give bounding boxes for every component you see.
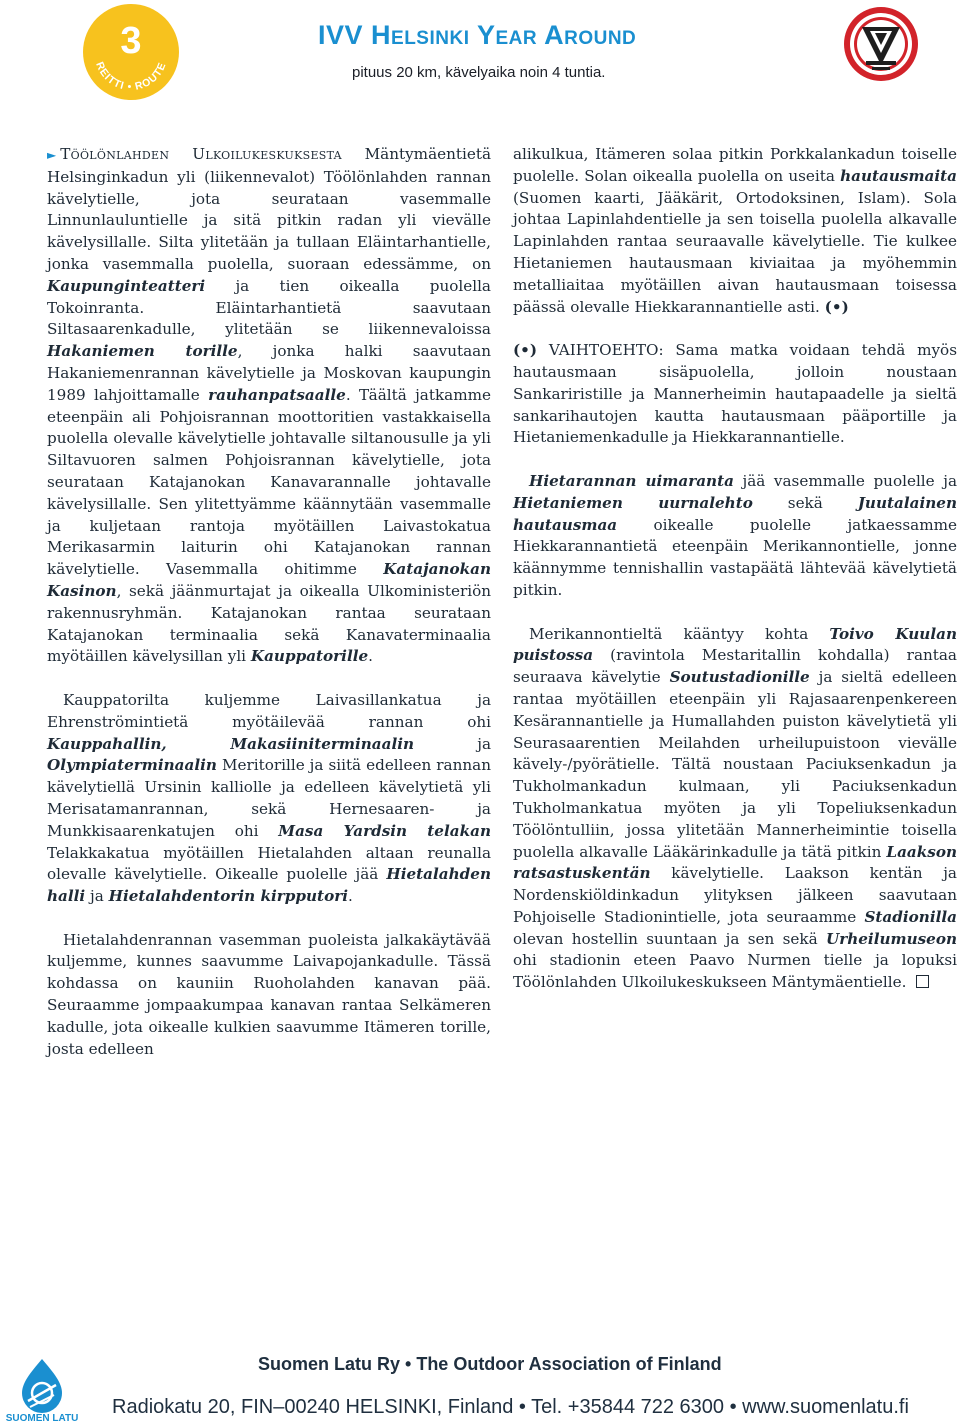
text-run: , sekä jäänmurtajat ja oikealla Ulkoministeriön rakennusryhmän. Katajanokan rantaa seurataan Katajanokan terminaalia sekä Kanavaterminaalia myötäillen kävelysillan yli <box>47 581 491 666</box>
logo-text: SUOMEN LATU <box>5 1413 79 1424</box>
text-run: Hietalahdenrannan vasemman puoleista jalkakäytävää kuljemme, kunnes saavumme Laivapojankadulle. Tässä kohdassa on kauniin Ruoholahden kanavan pää. Seuraamme jompaakumpaa kanavan rantaa Selkämeren kadulle, jota oikealle kulkien saavumme Itämeren torille, josta edelleen <box>47 930 491 1058</box>
text-run: oikealle puolelle jatkaessamme Hiekkarannantietä eteenpäin Merikannontielle, jonne käännymme tennishallin vastapäätä lähtevää kävelytietä pitkin. <box>513 515 957 599</box>
place-name: rauhanpatsaalle <box>208 385 346 404</box>
text-run: Kauppatorilta kuljemme Laivasillankatua ja Ehrenströmintietä myötäilevää rannan ohi <box>47 690 491 731</box>
place-name: Katajanokan Kasinon <box>47 560 491 600</box>
place-name: Hietarannan uimaranta <box>529 471 734 490</box>
route-badge-graphic <box>81 2 181 102</box>
text-run: ja sieltä edelleen rantaa myötäillen eteenpäin yli Rajasaarenpenkereen Kesärannantielle ja Humallahden puiston kävelytietä yli Seurasaarentien Meilahden urheilupuistoon vievälle kävely-/pyörätielle. Tältä noustaan Paciuksenkadun ja Tukholmankadun kulmaan, yli Paciuksenkadun Tukholmankatua myöten ja yli Topeliuksenkadun Töölöntulliin, jossa ylitetään Mannerheimintie toisella puolella alkavalle Lääkärinkadulle ja tätä pitkin <box>513 668 957 861</box>
place-name: hautausmaita <box>840 166 957 185</box>
place-name: Masa Yardsin telakan <box>278 821 491 840</box>
place-name: Hietalahden halli <box>47 865 491 906</box>
text-run: ja <box>414 734 491 753</box>
text-run: jää vasemmalle puolelle ja <box>733 471 957 490</box>
text-run: (ravintola Mestaritallin kohdalla) rantaa seuraava kävelytie <box>513 646 957 687</box>
place-name: Stadionilla <box>864 907 957 926</box>
text-run: alikulkua, Itämeren solaa pitkin Porkkalankadun toiselle puolelle. Solan oikealla puolella on useita <box>513 145 957 185</box>
route-number: 3 <box>120 20 142 62</box>
place-name: Kauppahallin, Makasiiniterminaalin <box>47 734 415 753</box>
text-run: sekä <box>752 493 858 512</box>
place-name: Olympiaterminaalin <box>47 756 217 775</box>
text-run: olevan hostellin suuntaan ja sen sekä <box>513 929 826 948</box>
right-column <box>513 144 957 994</box>
paragraph-hietalahti <box>47 930 491 1061</box>
paragraph-kauppatori <box>47 690 491 908</box>
end-square-icon <box>916 975 929 988</box>
place-name: Laakson ratsastuskentän <box>513 842 957 883</box>
place-name: Hakaniemen torille <box>47 342 238 361</box>
text-run: ohi stadionin eteen Paavo Nurmen tielle ja lopuksi Töölönlahden Ulkoilukeskukseen Mäntymäentielle. <box>513 951 957 992</box>
place-name: Soutustadionille <box>669 668 810 687</box>
paragraph-hautausmaat <box>513 144 957 318</box>
route-badge <box>81 2 181 102</box>
text-run: (Suomen kaarti, Jääkärit, Ortodoksinen, Islam). Sola johtaa Lapinlahdentielle ja sen toisella puolella alkavalle Lapinlahden rantaa seuraavalle kävelytielle. Tie kulkee Hietaniemen hautausmaan kiviaitaa ja myöhemmin metalliaitaa myötäillen aivan hautausmaan toisessa päässä olevalle Hiekkarannantielle asti. <box>513 188 957 316</box>
route-subtitle: pituus 20 km, kävelyaika noin 4 tuntia. <box>352 64 606 81</box>
paragraph-vaihtoehto <box>513 340 957 449</box>
text-run: . <box>368 647 373 666</box>
place-name: Kaupunginteatteri <box>47 276 206 295</box>
paragraph-merikannontie <box>513 624 957 995</box>
footer-association: Suomen Latu Ry • The Outdoor Association of Finland <box>258 1354 722 1374</box>
text-run: . <box>347 887 353 906</box>
text-run: . Täältä jatkamme eteenpäin ali Pohjoisrannan moottoritien vastakkaisella puolella olevalle kävelytielle johtavalle siltanousulle ja yli Siltavuoren salmen Pohjoisrannan kävelytielle, jota seurataan Katajanokan Kanavarannalle johtavalle kävelysillalle. Sen ylitettyämme käännytään vasemmalle ja kuljetaan rantoja myötäillen Laivastokatua Merikasarmin laiturin ohi Katajanokan rannan kävelytielle. Vasemmalla ohitimme <box>47 385 491 579</box>
ivv-logo <box>842 5 920 83</box>
place-name: Kauppatorille <box>250 647 369 666</box>
text-run: Meritorille ja siitä edelleen rannan kävelytiellä Ursinin kalliolle ja edelleen kävelytietä yli Merisatamanrannan, sekä Hernesaaren- ja Munkkisaarenkatujen ohi <box>47 756 491 840</box>
page-title: IVV Helsinki Year Around <box>318 20 637 50</box>
paragraph-hietaranta <box>513 471 957 602</box>
text-run: (•) <box>513 341 538 360</box>
left-column <box>47 144 491 1060</box>
text-run: Telakkakatua myötäillen Hietalahden altaan reunalla olevalle kävelytielle. Oikealle puolelle jää <box>47 843 491 884</box>
text-run: (•) <box>824 297 849 316</box>
text-run: ja <box>85 887 109 906</box>
place-name: Juutalainen hautausmaa <box>513 493 957 534</box>
text-run: Töölönlahden Ulkoilukeskuksesta <box>60 145 342 163</box>
paragraph-start <box>47 144 491 668</box>
place-name: Hietaniemen uurnalehto <box>513 493 753 512</box>
text-run: Merikannontieltä kääntyy kohta <box>529 624 830 643</box>
text-run: ja tien oikealla puolella Tokoinranta. Eläintarhantietä saavutaan Siltasaarenkadulle, ylitetään se liikennevaloissa <box>47 276 491 339</box>
place-name: Urheilumuseon <box>825 929 957 948</box>
text-run: VAIHTOEHTO: Sama matka voidaan tehdä myös hautausmaan sisäpuolella, jolloin noustaan Sankariristille ja Mannerheimin hautapaadelle ja sieltä sankarihautojen kautta hautausmaan pääportille ja Hietaniemenkadulle ja Hiekkarannantielle. <box>513 341 957 447</box>
place-name: Toivo Kuulan puistossa <box>513 624 957 665</box>
footer-address: Radiokatu 20, FIN–00240 HELSINKI, Finland • Tel. +35844 722 6300 • www.suomenlatu.fi <box>112 1396 909 1418</box>
text-run: kävelytielle. Laakson kentän ja Nordenskiöldinkadun ylityksen jälkeen saavutaan Pohjoiselle Stadionintielle, jota seuraamme <box>513 864 957 926</box>
arrow-right-icon: ► <box>47 148 57 162</box>
suomen-latu-logo <box>2 1355 82 1425</box>
text-run: , jonka halki saavutaan Hakaniemenrannan kävelytielle ja Moskovan kaupungin 1989 lahjoittamalle <box>47 342 491 404</box>
route-label: REITTI • ROUTE <box>93 60 169 94</box>
place-name: Hietalahdentorin kirpputori <box>108 887 348 906</box>
text-run: Mäntymäentietä Helsinginkadun yli (liikennevalot) Töölönlahden rannan kävelytielle, jota seurataan vasemmalle Linnunlauluntielle ja sitä pitkin radan yli vievälle kävelysillalle. Silta ylitetään ja tullaan Eläintarhantielle, jonka vasemmalla puolella, suoraan edessämme, on <box>47 145 491 273</box>
